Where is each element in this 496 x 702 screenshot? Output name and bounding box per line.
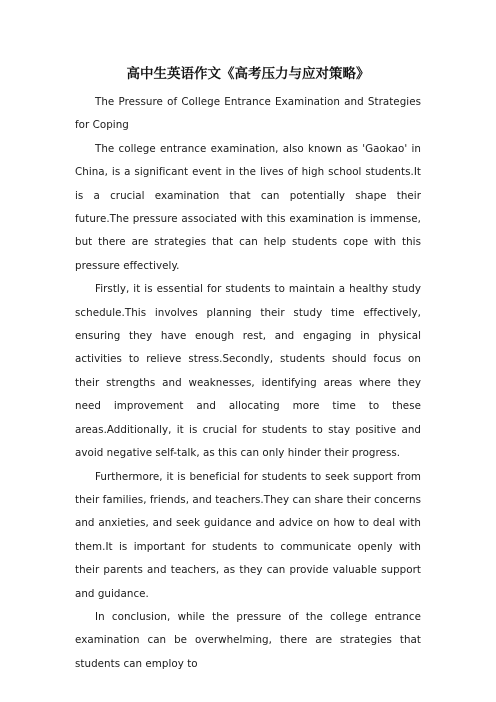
document-body [75, 91, 421, 676]
paragraph-furthermore: Furthermore, it is beneficial for students to seek support from their families, friends, and teachers.They can share their concerns and anxieties, and seek guidance and advice on how to deal with them.It is important for students to communicate openly with their parents and teachers, as they can provide valuable support and guidance. [75, 470, 421, 600]
paragraph-firstly: Firstly, it is essential for students to maintain a healthy study schedule.This involves planning their study time effectively, ensuring they have enough rest, and engaging in physical activities to relieve stress.Secondly, students should focus on their strengths and weaknesses, identifying areas where they need improvement and allocating more time to these areas.Additionally, it is crucial for students to stay positive and avoid negative self-talk, as this can only hinder their progress. [75, 283, 421, 460]
paragraph-conclusion: In conclusion, while the pressure of the college entrance examination can be overwhelming, there are strategies that students can employ to [75, 610, 421, 670]
essay-heading: The Pressure of College Entrance Examination and Strategies for Coping [75, 96, 421, 132]
paragraph-intro: The college entrance examination, also known as 'Gaokao' in China, is a significant event in the lives of high school students.It is a crucial examination that can potentially shape their future.The pressure associated with this examination is immense, but there are strategies that can help students cope with this pressure effectively. [75, 142, 421, 272]
page-title: 高中生英语作文《高考压力与应对策略》 [126, 66, 370, 82]
